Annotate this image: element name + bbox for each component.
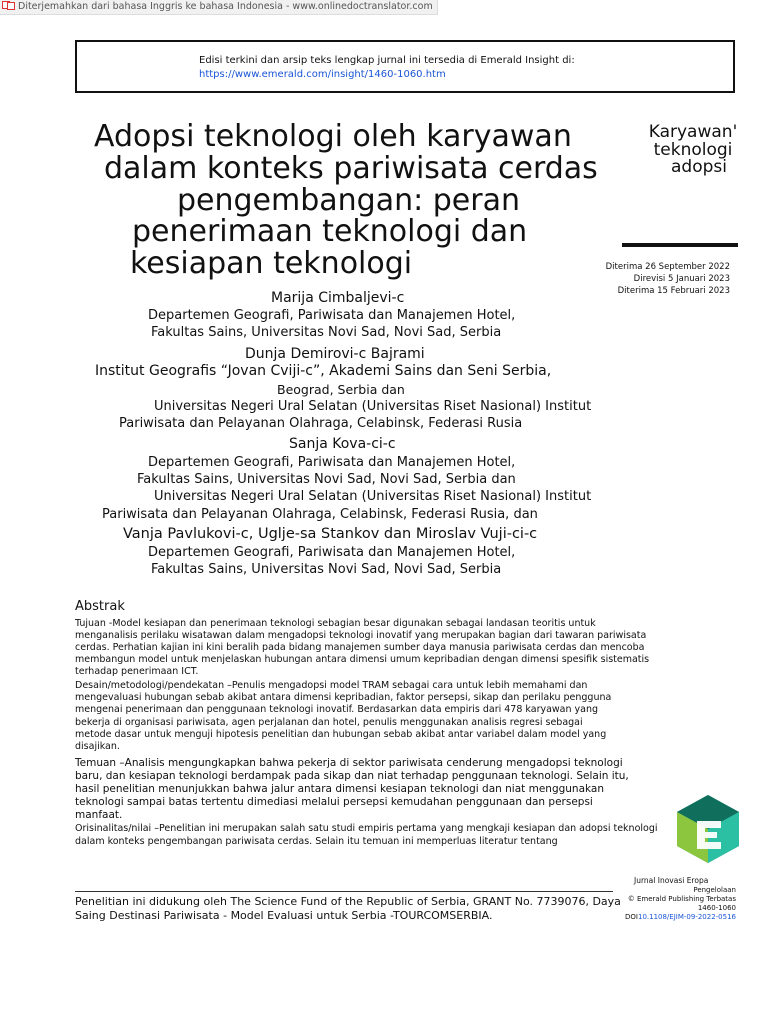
abstract-line: manfaat. [75,809,123,821]
author-name: Dunja Demirovi-c Bajrami [245,346,425,362]
translator-bar[interactable] [0,0,438,15]
emerald-logo [677,795,739,863]
abstract-line: Tujuan -Model kesiapan dan penerimaan teknologi sebagian besar digunakan sebagai landasan teoritis untuk [75,618,596,629]
author-affiliation: Institut Geografis “Jovan Cviji-c”, Akademi Sains dan Seni Serbia, [95,363,552,379]
article-title-line: dalam konteks pariwisata cerdas [104,151,598,186]
author-name: Marija Cimbaljevi-c [271,290,405,306]
abstract-line: menganalisis perilaku wisatawan dalam mengadopsi teknologi inovatif yang merupakan bagian dari tawaran pariwisata [75,630,647,641]
author-name: Vanja Pavlukovi-c, Uglje-sa Stankov dan Miroslav Vuji-ci-c [123,526,538,542]
abstract-line: Orisinalitas/nilai –Penelitian ini merupakan salah satu studi empiris pertama yang mengkaji kesiapan dan adopsi teknologi [75,823,658,834]
author-affiliation: Departemen Geografi, Pariwisata dan Manajemen Hotel, [148,545,516,560]
doi-link[interactable]: 10.1108/EJIM-09-2022-0516 [637,913,736,921]
author-affiliation: Fakultas Sains, Universitas Novi Sad, Novi Sad, Serbia dan [137,472,516,487]
abstract-line: disajikan. [75,741,120,752]
author-name: Sanja Kova-ci-c [289,436,396,452]
abstract-line: hasil penelitian menunjukkan bahwa jalur antara dimensi kesiapan teknologi dan niat menggunakan [75,783,604,795]
funding-footnote: Saing Destinasi Pariwisata - Model Evaluasi untuk Serbia -TOURCOMSERBIA. [75,909,493,922]
author-affiliation: Universitas Negeri Ural Selatan (Universitas Riset Nasional) Institut [154,399,592,414]
revised-date: Direvisi 5 Januari 2023 [633,274,730,284]
translator-bar-text: Diterjemahkan dari bahasa Inggris ke bahasa Indonesia - www.onlinedoctranslator.com [18,1,433,12]
abstract-line: metode dasar untuk menguji hipotesis penelitian dan hubungan sebab akibat antar variabel dalam model yang [75,729,607,740]
article-title-line: penerimaan teknologi dan [132,214,528,249]
journal-copyright: © Emerald Publishing Terbatas [627,895,736,903]
author-affiliation: Departemen Geografi, Pariwisata dan Manajemen Hotel, [148,308,516,323]
accepted-date: Diterima 15 Februari 2023 [617,286,730,296]
journal-link[interactable]: https://www.emerald.com/insight/1460-1060.htm [199,69,446,80]
abstract-line: Desain/metodologi/pendekatan –Penulis mengadopsi model TRAM sebagai cara untuk lebih memahami dan [75,680,588,691]
side-keyword: adopsi [671,157,727,177]
side-keyword: Karyawan' [648,122,738,142]
journal-issn: 1460-1060 [697,904,736,912]
abstract-line: baru, dan kesiapan teknologi berdampak pada sikap dan niat terhadap penggunaan teknologi. Selain itu, [75,770,629,782]
footnote-divider [75,891,613,892]
author-affiliation: Fakultas Sains, Universitas Novi Sad, Novi Sad, Serbia [151,562,502,577]
journal-name: Jurnal Inovasi Eropa [634,876,709,885]
abstract-line: mengenai penerimaan dan penggunaan teknologi inovatif. Berdasarkan data empiris dari 478 karyawan yang [75,704,599,715]
side-keyword: teknologi [653,140,733,160]
abstract-line: Temuan –Analisis mengungkapkan bahwa pekerja di sektor pariwisata cenderung mengadopsi teknologi [75,757,623,769]
funding-footnote: Penelitian ini didukung oleh The Science Fund of the Republic of Serbia, GRANT No. 7739076, Daya [75,895,621,908]
author-affiliation: Universitas Negeri Ural Selatan (Universitas Riset Nasional) Institut [154,489,592,504]
abstract-line: terhadap penerimaan ICT. [75,666,199,677]
abstract-heading: Abstrak [75,599,125,614]
article-title-line: Adopsi teknologi oleh karyawan [94,119,572,154]
author-affiliation: Pariwisata dan Pelayanan Olahraga, Celabinsk, Federasi Rusia, dan [102,507,538,522]
article-title-line: kesiapan teknologi [130,246,413,281]
abstract-line: membangun model untuk menjelaskan hubungan antara dimensi umum kepribadian dengan dimensi spesifik sistematis [75,654,650,665]
author-affiliation: Beograd, Serbia dan [277,382,405,397]
notice-text: Edisi terkini dan arsip teks lengkap jurnal ini tersedia di Emerald Insight di: [199,55,575,66]
author-affiliation: Fakultas Sains, Universitas Novi Sad, Novi Sad, Serbia [151,325,502,340]
article-title-line: pengembangan: peran [177,183,520,218]
author-affiliation: Pariwisata dan Pelayanan Olahraga, Celabinsk, Federasi Rusia [119,416,523,431]
abstract-line: bekerja di organisasi pariwisata, agen perjalanan dan hotel, penulis menggunakan analisis regresi sebagai [75,717,583,728]
abstract-line: dalam konteks pengembangan pariwisata cerdas. Selain itu temuan ini memperluas literatur tentang [75,836,558,847]
author-affiliation: Departemen Geografi, Pariwisata dan Manajemen Hotel, [148,455,516,470]
journal-publisher-label: Pengelolaan [693,886,736,894]
abstract-line: cerdas. Perhatian kajian ini kini beralih pada bidang manajemen sumber daya manusia pariwisata cerdas dan mencoba [75,642,645,653]
abstract-line: teknologi sampai batas tertentu dimediasi melalui persepsi kemudahan penggunaan dan persepsi [75,796,593,808]
received-date: Diterima 26 September 2022 [605,262,730,272]
abstract-line: mengevaluasi hubungan sebab akibat antara dimensi kepribadian, faktor persepsi, sikap dan perilaku pengguna [75,692,612,703]
doi-prefix: DOI [625,913,638,921]
translate-icon [2,1,15,10]
journal-doi[interactable] [625,913,736,922]
side-divider [622,243,738,247]
